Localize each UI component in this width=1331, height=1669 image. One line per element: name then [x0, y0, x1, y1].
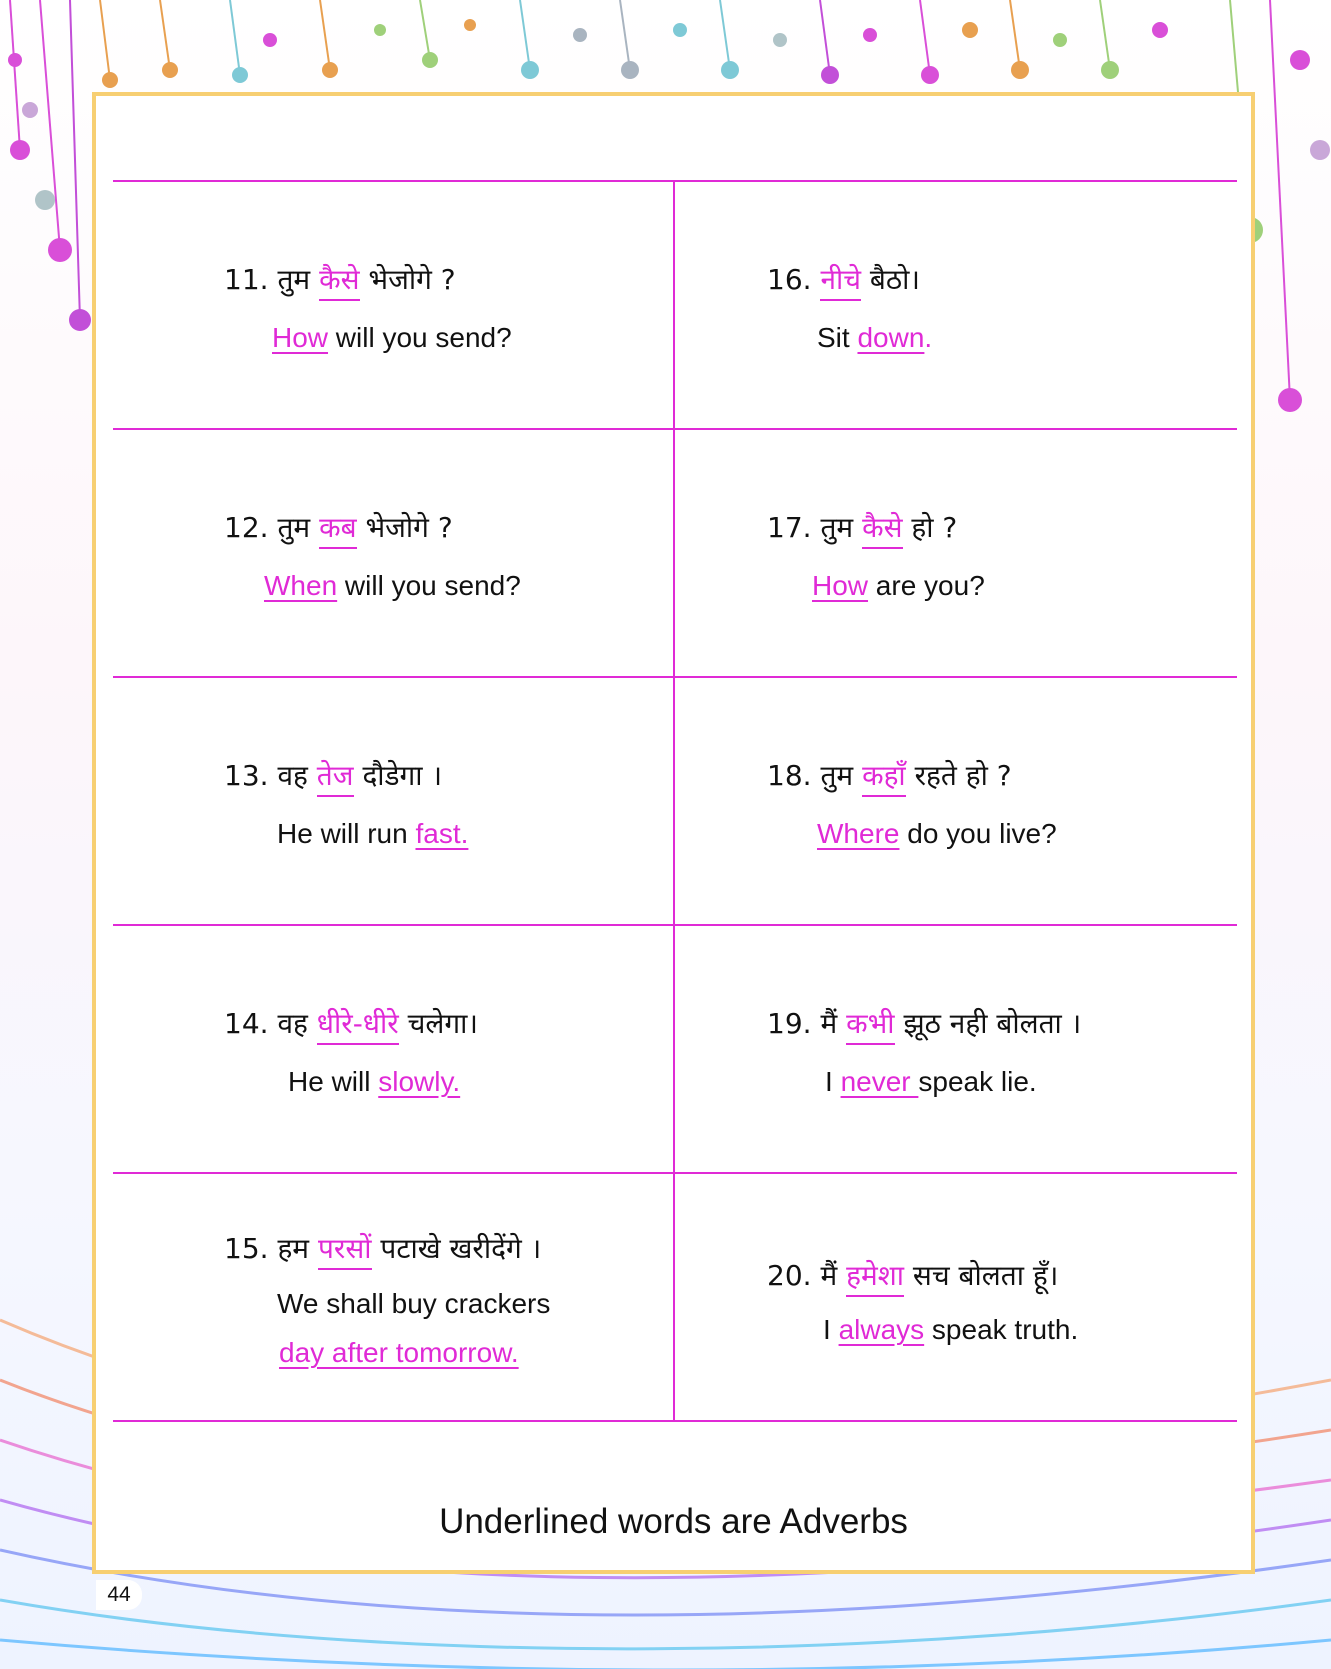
english-sentence: [823, 1314, 1078, 1346]
hindi-text: तुम: [277, 511, 311, 544]
hindi-adverb: तेज: [317, 759, 354, 797]
table-row: [113, 180, 1237, 428]
english-sentence: [817, 322, 932, 354]
english-adverb: When: [264, 570, 338, 601]
english-text: He will: [288, 1066, 379, 1097]
hindi-adverb: कैसे: [319, 263, 359, 301]
hindi-adverb: कहाँ: [862, 759, 906, 797]
english-adverb: Where: [817, 818, 900, 849]
hindi-sentence: [224, 260, 456, 298]
hindi-sentence: [767, 1004, 1081, 1042]
english-text: will you send?: [328, 322, 512, 353]
hindi-adverb: कैसे: [862, 511, 902, 549]
item-number: 11.: [224, 263, 269, 296]
english-adverb: never: [840, 1066, 919, 1097]
hindi-adverb: धीरे-धीरे: [317, 1007, 399, 1045]
table-row: [113, 1172, 1237, 1422]
hindi-sentence: [767, 260, 920, 298]
item-number: 14.: [224, 1007, 269, 1040]
english-text: will you send?: [337, 570, 521, 601]
example-cell-15: [113, 1174, 675, 1420]
item-number: 19.: [767, 1007, 812, 1040]
hindi-text: मैं: [820, 1007, 838, 1040]
hindi-text: वह: [277, 1007, 308, 1040]
hindi-text: झूठ नही बोलता ।: [903, 1007, 1082, 1040]
hindi-text: दौडेगा ।: [362, 759, 443, 792]
english-text: I: [825, 1066, 841, 1097]
example-cell-12: [113, 430, 675, 676]
english-sentence: [817, 818, 1057, 850]
hindi-text: सच बोलता हूँ।: [912, 1259, 1059, 1292]
item-number: 18.: [767, 759, 812, 792]
item-number: 13.: [224, 759, 269, 792]
hindi-text: बैठो।: [869, 263, 921, 296]
hindi-sentence: [224, 756, 442, 794]
english-adverb: down: [857, 322, 925, 353]
english-sentence: [264, 570, 521, 602]
table-row: [113, 676, 1237, 924]
item-number: 17.: [767, 511, 812, 544]
example-cell-13: [113, 678, 675, 924]
item-number: 16.: [767, 263, 812, 296]
hindi-text: तुम: [820, 511, 854, 544]
english-text: Sit: [817, 322, 858, 353]
hindi-adverb: नीचे: [820, 263, 861, 301]
item-number: 12.: [224, 511, 269, 544]
page-number: 44: [96, 1580, 142, 1610]
hindi-text: पटाखे खरीदेंगे ।: [380, 1232, 542, 1265]
hindi-sentence: [767, 508, 957, 546]
example-cell-17: [675, 430, 1237, 676]
item-number: 15.: [224, 1232, 269, 1265]
example-cell-20: [675, 1174, 1237, 1420]
english-text: are you?: [868, 570, 985, 601]
example-cell-19: [675, 926, 1237, 1172]
item-number: 20.: [767, 1259, 812, 1292]
adverb-examples-table: [113, 180, 1237, 1422]
hindi-adverb: परसों: [318, 1232, 372, 1270]
english-text: We shall buy crackers: [277, 1288, 551, 1319]
english-text: speak lie.: [918, 1066, 1037, 1097]
english-sentence: [277, 1288, 550, 1320]
english-sentence-line2: [279, 1337, 519, 1369]
english-sentence: [288, 1066, 460, 1098]
example-cell-14: [113, 926, 675, 1172]
hindi-text: हम: [277, 1232, 310, 1265]
hindi-adverb: कभी: [846, 1007, 894, 1045]
footer-note: Underlined words are Adverbs: [439, 1502, 908, 1541]
english-sentence: [272, 322, 512, 354]
english-text: do you live?: [899, 818, 1057, 849]
hindi-text: भेजोगे ?: [368, 263, 456, 296]
english-adverb: How: [812, 570, 869, 601]
hindi-sentence: [767, 1256, 1058, 1294]
hindi-text: भेजोगे ?: [365, 511, 453, 544]
english-adverb: fast.: [415, 818, 469, 849]
table-row: [113, 428, 1237, 676]
english-text: .: [924, 322, 933, 353]
english-text: I: [823, 1314, 839, 1345]
hindi-text: मैं: [820, 1259, 838, 1292]
english-sentence: [277, 818, 468, 850]
example-cell-16: [675, 182, 1237, 428]
english-adverb: day after tomorrow.: [279, 1337, 519, 1368]
hindi-adverb: कब: [319, 511, 357, 549]
hindi-adverb: हमेशा: [846, 1259, 904, 1297]
hindi-text: तुम: [820, 759, 854, 792]
english-adverb: How: [272, 322, 329, 353]
hindi-text: वह: [277, 759, 308, 792]
english-adverb: always: [838, 1314, 925, 1345]
hindi-text: रहते हो ?: [914, 759, 1012, 792]
hindi-sentence: [224, 1229, 541, 1267]
english-adverb: slowly.: [378, 1066, 461, 1097]
hindi-text: चलेगा।: [407, 1007, 479, 1040]
table-row: [113, 924, 1237, 1172]
hindi-text: हो ?: [911, 511, 958, 544]
example-cell-11: [113, 182, 675, 428]
english-sentence: [812, 570, 985, 602]
example-cell-18: [675, 678, 1237, 924]
hindi-sentence: [224, 1004, 478, 1042]
english-text: speak truth.: [924, 1314, 1079, 1345]
hindi-sentence: [224, 508, 453, 546]
english-sentence: [825, 1066, 1037, 1098]
english-text: He will run: [277, 818, 416, 849]
hindi-sentence: [767, 756, 1012, 794]
hindi-text: तुम: [277, 263, 311, 296]
